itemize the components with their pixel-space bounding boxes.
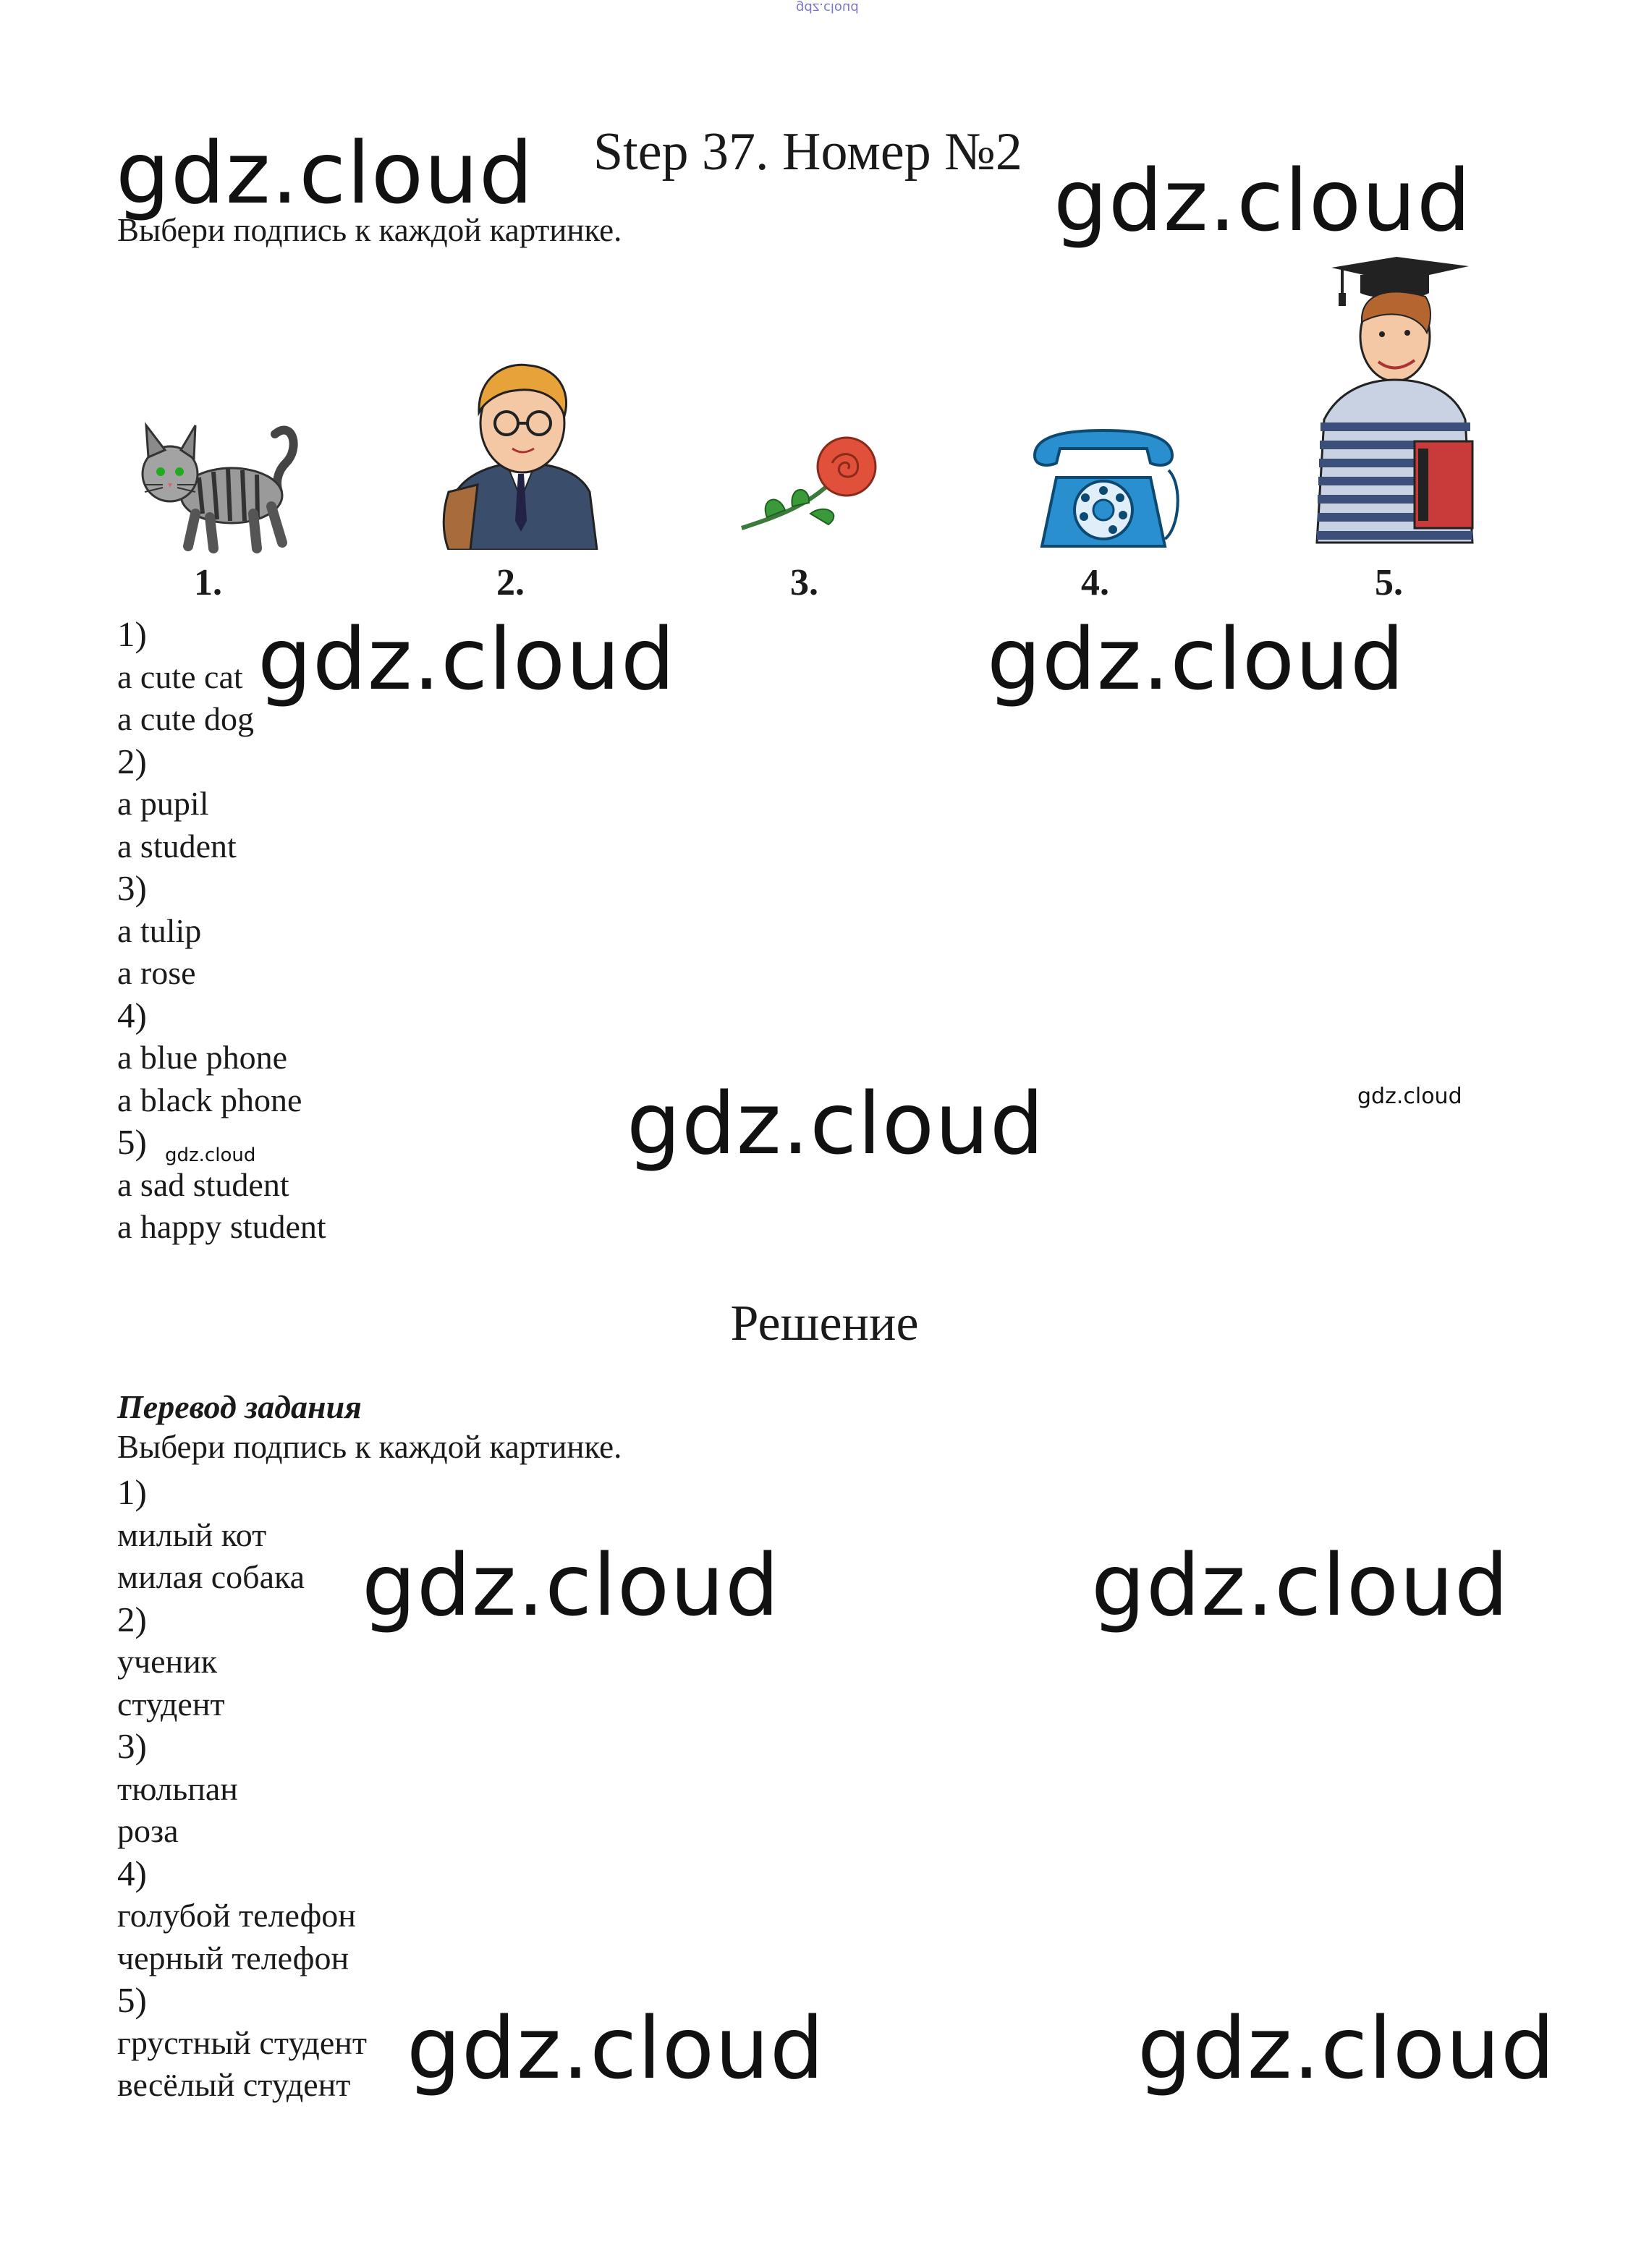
watermark: gdz.cloud	[362, 1535, 780, 1635]
translation-b: студент	[117, 1685, 225, 1723]
option-b: a black phone	[117, 1081, 302, 1118]
options-list	[117, 613, 326, 1249]
picture-number: 3.	[790, 562, 818, 603]
picture-number: 4.	[1081, 562, 1109, 603]
option-a: a sad student	[117, 1165, 289, 1203]
option-b: a student	[117, 827, 237, 865]
translation-b: черный телефон	[117, 1939, 349, 1976]
translation-a: грустный студент	[117, 2023, 367, 2061]
task-instruction: Выбери подпись к каждой картинке.	[117, 212, 622, 248]
watermark-small: gdz.cloud	[165, 1144, 256, 1166]
translation-a: тюльпан	[117, 1770, 238, 1807]
watermark: gdz.cloud	[1137, 1998, 1556, 2098]
rose-icon	[738, 434, 883, 535]
option-number: 1)	[117, 614, 147, 654]
translation-number: 3)	[117, 1726, 147, 1766]
option-a: a cute cat	[117, 658, 243, 695]
option-number: 2)	[117, 741, 147, 781]
translation-a: голубой телефон	[117, 1897, 356, 1934]
watermark: gdz.cloud	[258, 609, 676, 709]
translation-number: 5)	[117, 1980, 147, 2020]
option-a: a tulip	[117, 912, 202, 949]
watermark: gdz.cloud	[1054, 150, 1472, 250]
translation-heading: Перевод задания	[117, 1388, 362, 1425]
translation-b: весёлый студент	[117, 2066, 351, 2103]
option-number: 3)	[117, 868, 147, 908]
picture-number: 5.	[1375, 562, 1403, 603]
translation-a: ученик	[117, 1643, 218, 1680]
watermark: gdz.cloud	[987, 609, 1405, 709]
translation-number: 2)	[117, 1599, 147, 1639]
option-b: a rose	[117, 954, 196, 991]
solution-heading: Решение	[730, 1296, 919, 1351]
translation-number: 1)	[117, 1472, 147, 1512]
watermark-tiny: gdz.cloud	[796, 0, 859, 15]
watermark: gdz.cloud	[1091, 1535, 1509, 1635]
translation-list	[117, 1471, 367, 2107]
pictures-row	[116, 253, 1491, 615]
picture-number: 2.	[496, 562, 525, 603]
watermark-small: gdz.cloud	[1357, 1084, 1462, 1109]
watermark: gdz.cloud	[407, 1998, 825, 2098]
option-b: a cute dog	[117, 700, 255, 737]
translation-b: роза	[117, 1812, 179, 1849]
translation-instruction: Выбери подпись к каждой картинке.	[117, 1429, 622, 1465]
option-a: a pupil	[117, 785, 209, 822]
translation-a: милый кот	[117, 1516, 267, 1553]
pupil-icon	[434, 354, 608, 550]
phone-icon	[1027, 427, 1187, 550]
watermark: gdz.cloud	[627, 1074, 1045, 1173]
option-b: a happy student	[117, 1208, 326, 1245]
cat-icon	[130, 412, 304, 557]
picture-number: 1.	[194, 562, 222, 603]
option-a: a blue phone	[117, 1039, 288, 1076]
translation-number: 4)	[117, 1853, 147, 1893]
translation-b: милая собака	[117, 1558, 305, 1595]
option-number: 5)	[117, 1122, 147, 1162]
page-title: Step 37. Номер №2	[593, 122, 1022, 182]
student-icon	[1310, 253, 1483, 550]
watermark: gdz.cloud	[116, 123, 534, 223]
option-number: 4)	[117, 995, 147, 1035]
